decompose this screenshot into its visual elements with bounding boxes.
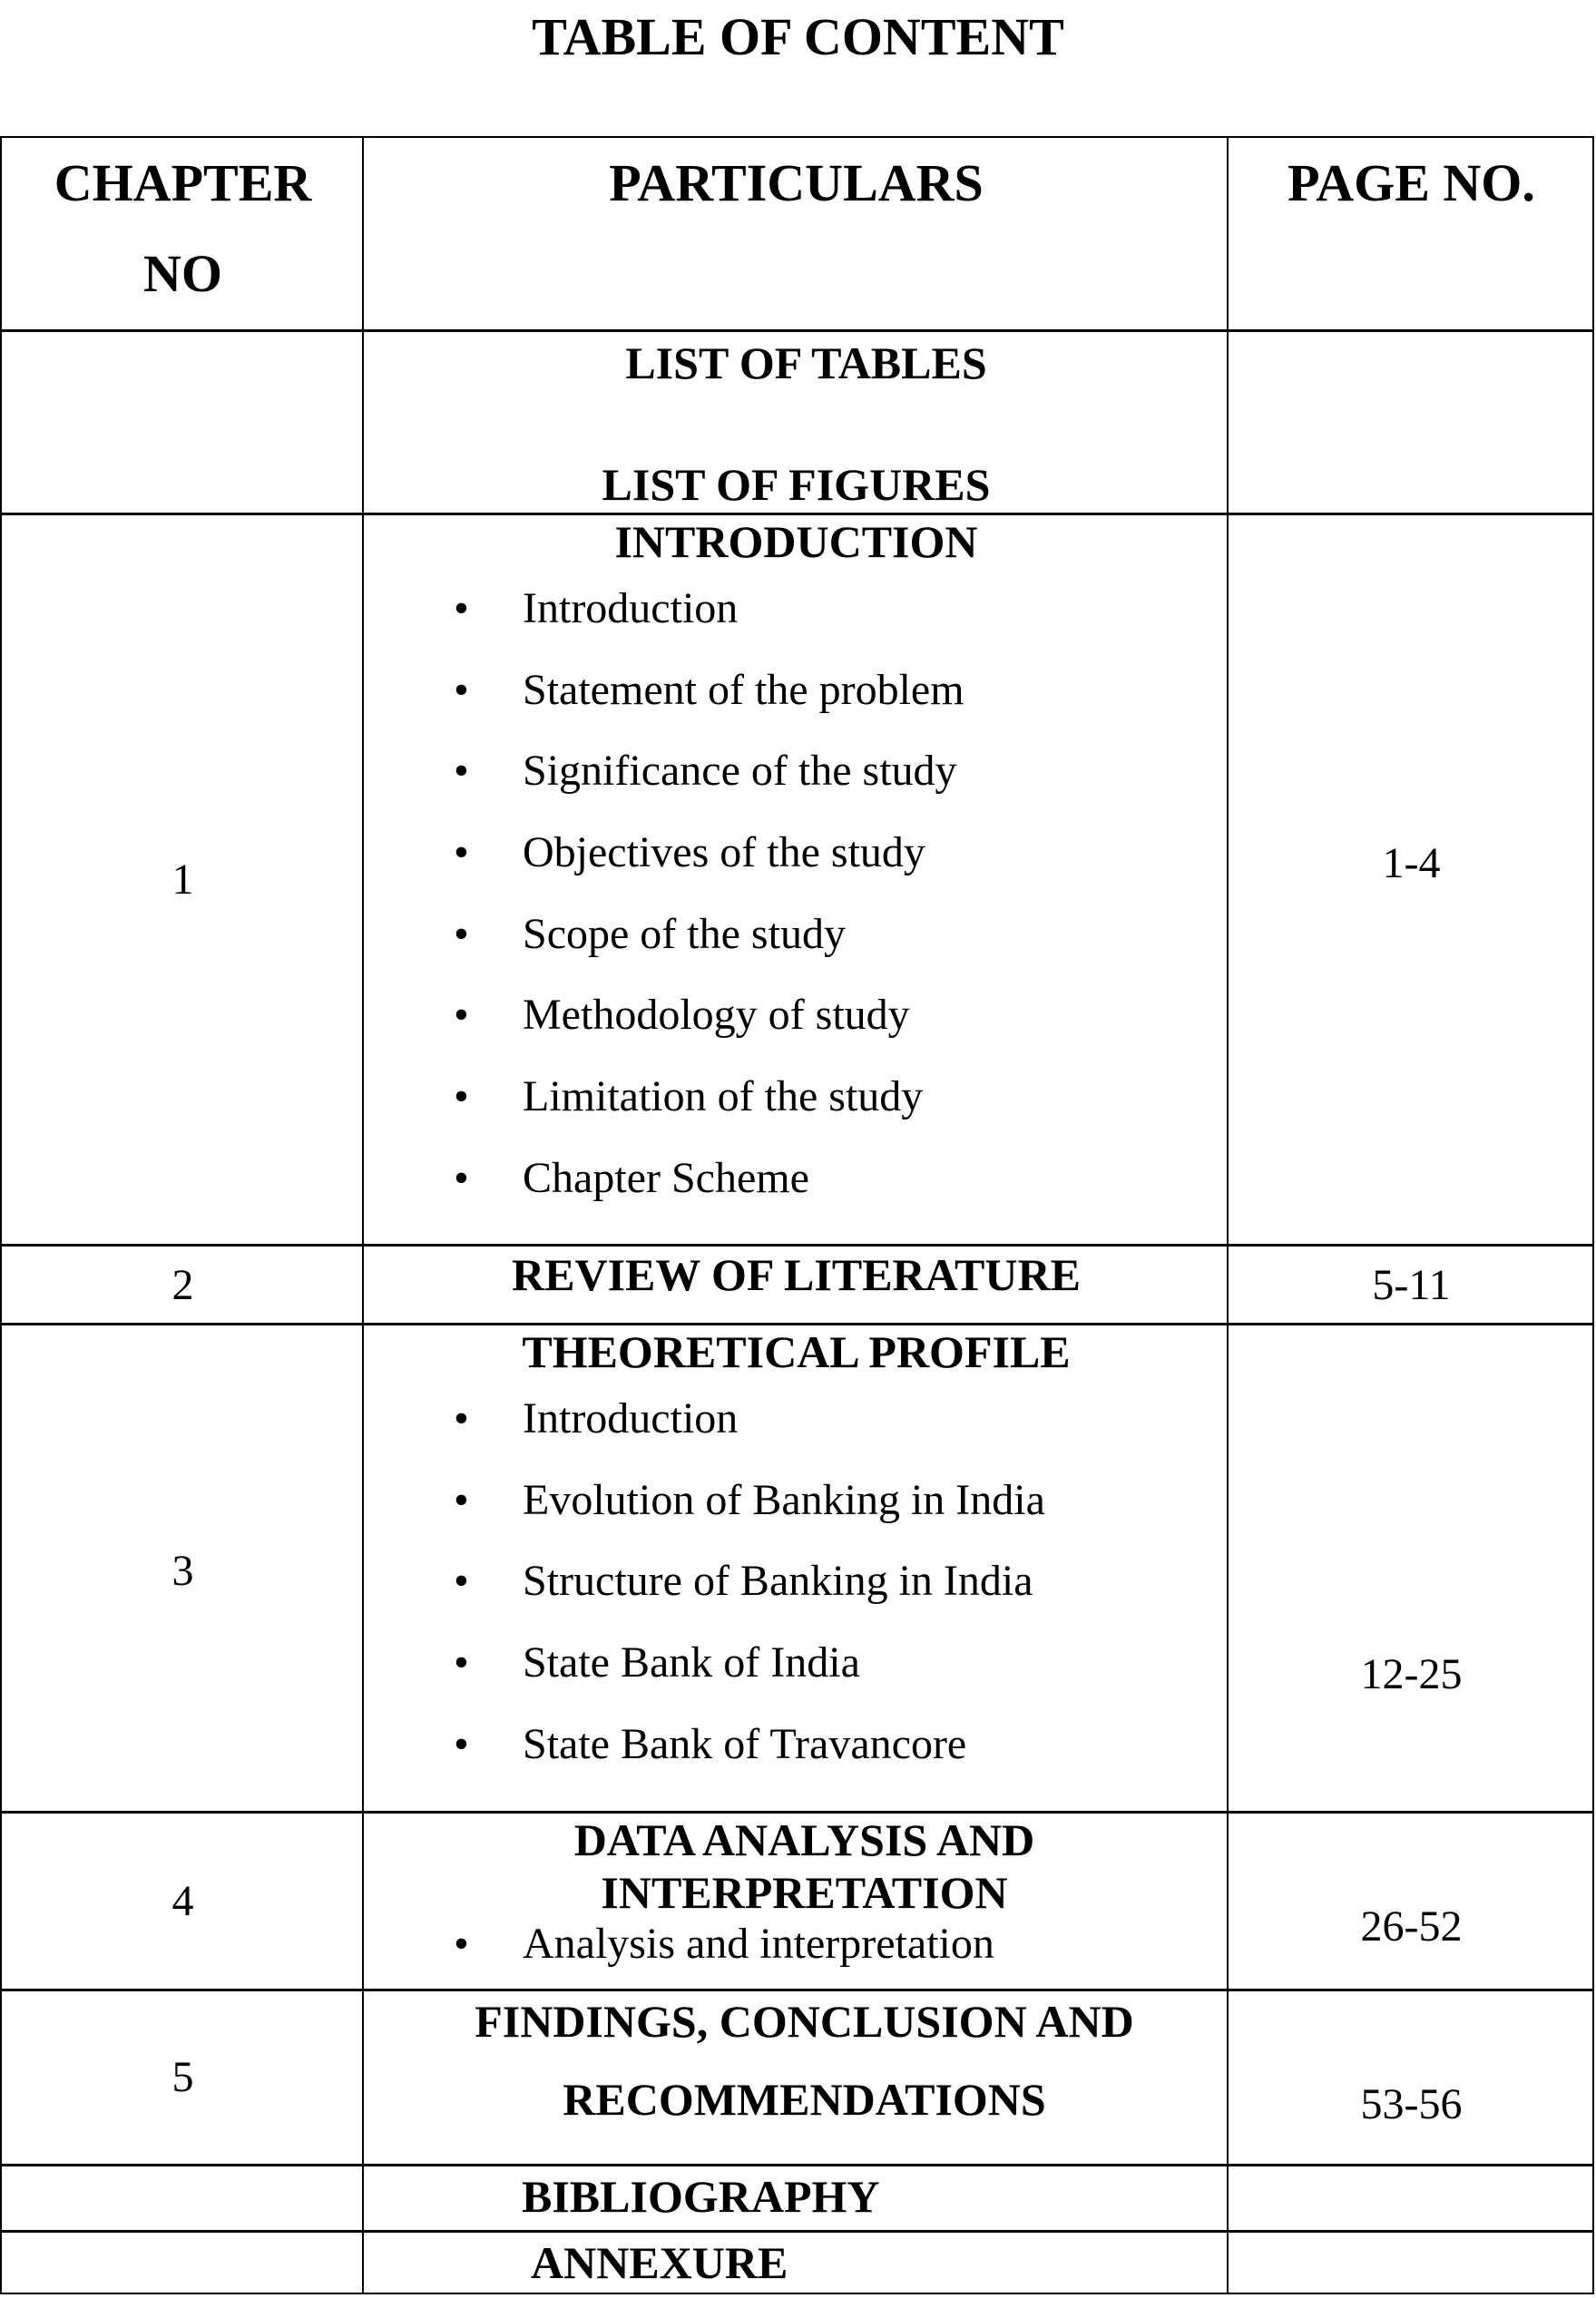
chapter-4-particulars bbox=[366, 1814, 1227, 1989]
chapter-3-pages: 12-25 bbox=[1360, 1650, 1463, 1698]
header-particulars: PARTICULARS bbox=[609, 153, 984, 212]
list-item[interactable] bbox=[454, 1460, 1045, 1541]
list-item-label: Methodology of study bbox=[523, 991, 910, 1040]
chapter-1-topics bbox=[454, 568, 964, 1219]
front-matter-cell bbox=[366, 331, 1227, 513]
chapter-3-particulars bbox=[366, 1325, 1227, 1811]
list-item[interactable] bbox=[454, 650, 964, 731]
list-item-label: Objectives of the study bbox=[523, 828, 925, 877]
list-item[interactable] bbox=[454, 1622, 1045, 1704]
list-item[interactable] bbox=[454, 1915, 994, 1973]
bullet-icon: • bbox=[454, 1557, 469, 1606]
chapter-2-pages bbox=[1229, 1247, 1594, 1323]
bullet-icon: • bbox=[454, 584, 469, 632]
chapter-2-heading[interactable]: REVIEW OF LITERATURE bbox=[512, 1249, 1081, 1300]
bibliography[interactable]: BIBLIOGRAPHY bbox=[522, 2171, 880, 2222]
chapter-2-number bbox=[2, 1247, 364, 1323]
bullet-icon: • bbox=[454, 747, 469, 796]
chapter-3-number: 3 bbox=[171, 1547, 194, 1595]
page-range: 5-11 bbox=[1372, 1260, 1451, 1309]
list-item-label: Chapter Scheme bbox=[523, 1153, 809, 1202]
bullet-icon: • bbox=[454, 1394, 469, 1442]
list-item[interactable] bbox=[454, 974, 964, 1056]
bullet-icon: • bbox=[454, 1153, 469, 1202]
chapter-1-number bbox=[2, 515, 364, 1244]
list-item[interactable] bbox=[454, 1056, 964, 1138]
chapter-5-number: 5 bbox=[171, 2053, 194, 2101]
chapter-3-topics bbox=[454, 1378, 1045, 1785]
bullet-icon: • bbox=[454, 665, 469, 714]
list-item[interactable] bbox=[454, 894, 964, 975]
list-item-label: Significance of the study bbox=[523, 747, 957, 796]
list-item[interactable] bbox=[454, 812, 964, 894]
bullet-icon: • bbox=[454, 1719, 469, 1768]
toc-table bbox=[0, 136, 1594, 2294]
list-item-label: Evolution of Banking in India bbox=[523, 1475, 1045, 1524]
chapter-1-pages: 1-4 bbox=[1382, 839, 1441, 887]
chapter-1-particulars bbox=[366, 515, 1227, 1244]
chapter-4-heading-line2[interactable]: INTERPRETATION bbox=[601, 1867, 1008, 1918]
bullet-icon: • bbox=[454, 909, 469, 958]
chapter-5-particulars bbox=[366, 1991, 1227, 2164]
chapter-4-heading-line1[interactable]: DATA ANALYSIS AND bbox=[573, 1814, 1035, 1865]
chapter-5-pages: 53-56 bbox=[1360, 2080, 1463, 2128]
bullet-icon: • bbox=[454, 1920, 469, 1968]
chapter-4-topics bbox=[454, 1915, 994, 1973]
chapter-4-pages: 26-52 bbox=[1360, 1902, 1463, 1951]
annexure[interactable]: ANNEXURE bbox=[531, 2237, 788, 2288]
bullet-icon: • bbox=[454, 991, 469, 1040]
chapter-5-heading-line2[interactable]: RECOMMENDATIONS bbox=[563, 2074, 1046, 2125]
header-page-no: PAGE NO. bbox=[1288, 153, 1535, 212]
list-item[interactable] bbox=[454, 1138, 964, 1219]
header-chapter-line2: NO bbox=[143, 244, 222, 303]
page-title: TABLE OF CONTENT bbox=[532, 7, 1064, 66]
column-divider bbox=[1227, 138, 1229, 2293]
list-item[interactable] bbox=[454, 1540, 1045, 1622]
chapter-5-heading-line1[interactable]: FINDINGS, CONCLUSION AND bbox=[475, 1996, 1134, 2047]
list-item-label: State Bank of Travancore bbox=[523, 1719, 967, 1768]
list-item-label: Scope of the study bbox=[523, 909, 846, 958]
chapter-3-heading[interactable]: THEORETICAL PROFILE bbox=[522, 1326, 1071, 1377]
header-chapter-line1: CHAPTER bbox=[54, 153, 312, 212]
list-item-label: Introduction bbox=[523, 1394, 739, 1442]
list-item-label: Limitation of the study bbox=[523, 1072, 924, 1121]
bullet-icon: • bbox=[454, 828, 469, 877]
list-item[interactable] bbox=[454, 1378, 1045, 1460]
chapter-1-heading[interactable]: INTRODUCTION bbox=[614, 516, 978, 567]
list-of-tables[interactable]: LIST OF TABLES bbox=[625, 337, 987, 388]
list-item-label: Introduction bbox=[523, 584, 739, 632]
bullet-icon: • bbox=[454, 1475, 469, 1524]
bullet-icon: • bbox=[454, 1638, 469, 1687]
list-item-label: State Bank of India bbox=[523, 1638, 860, 1687]
chapter-number: 2 bbox=[171, 1260, 194, 1309]
list-item-label: Statement of the problem bbox=[523, 665, 964, 714]
list-item-label: Analysis and interpretation bbox=[523, 1920, 994, 1968]
list-item[interactable] bbox=[454, 568, 964, 650]
list-item-label: Structure of Banking in India bbox=[523, 1557, 1033, 1606]
header-chapter-no bbox=[2, 138, 364, 319]
list-item[interactable] bbox=[454, 1704, 1045, 1785]
list-item[interactable] bbox=[454, 730, 964, 812]
list-of-figures[interactable]: LIST OF FIGURES bbox=[602, 459, 991, 510]
chapter-number: 1 bbox=[171, 856, 194, 904]
bullet-icon: • bbox=[454, 1072, 469, 1121]
chapter-4-number: 4 bbox=[171, 1877, 194, 1925]
